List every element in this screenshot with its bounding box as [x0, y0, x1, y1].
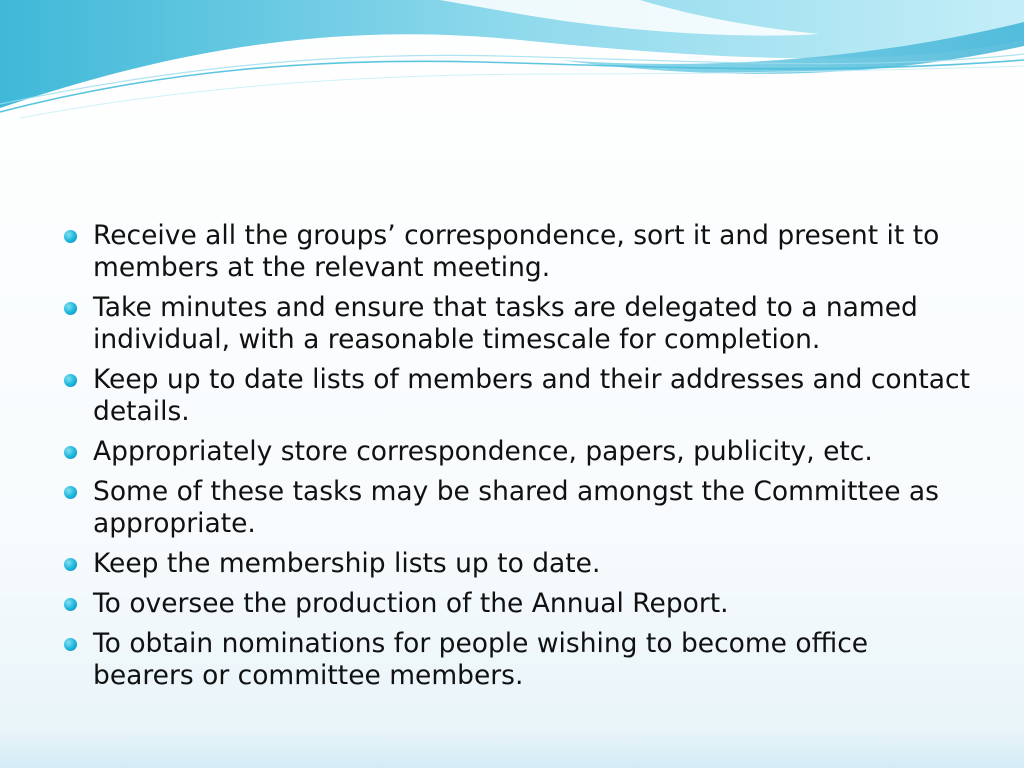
bullet-list — [64, 220, 974, 700]
bullet-item — [64, 292, 974, 356]
bullet-item — [64, 588, 974, 620]
bullet-dot-icon — [64, 558, 77, 571]
bullet-item — [64, 548, 974, 580]
bullet-text: To obtain nominations for people wishing to become office bearers or committee members. — [93, 628, 869, 691]
bullet-dot-icon — [64, 638, 77, 651]
bullet-text: To oversee the production of the Annual Report. — [93, 588, 729, 619]
bullet-item — [64, 436, 974, 468]
bullet-text: Appropriately store correspondence, papers, publicity, etc. — [93, 436, 873, 467]
bullet-dot-icon — [64, 230, 77, 243]
bullet-dot-icon — [64, 446, 77, 459]
bullet-dot-icon — [64, 486, 77, 499]
bottom-gradient-decoration — [0, 728, 1024, 768]
bullet-text: Keep the membership lists up to date. — [93, 548, 601, 579]
bullet-item — [64, 628, 974, 692]
bullet-text: Keep up to date lists of members and their addresses and contact details. — [93, 364, 970, 427]
header-wave-decoration — [0, 0, 1024, 130]
bullet-text: Take minutes and ensure that tasks are delegated to a named individual, with a reasonable timescale for completion. — [93, 292, 918, 355]
bullet-dot-icon — [64, 302, 77, 315]
bullet-text: Receive all the groups’ correspondence, sort it and present it to members at the relevant meeting. — [93, 220, 940, 283]
bullet-item — [64, 364, 974, 428]
bullet-item — [64, 476, 974, 540]
bullet-text: Some of these tasks may be shared amongst the Committee as appropriate. — [93, 476, 939, 539]
bullet-dot-icon — [64, 598, 77, 611]
bullet-item — [64, 220, 974, 284]
bullet-dot-icon — [64, 374, 77, 387]
